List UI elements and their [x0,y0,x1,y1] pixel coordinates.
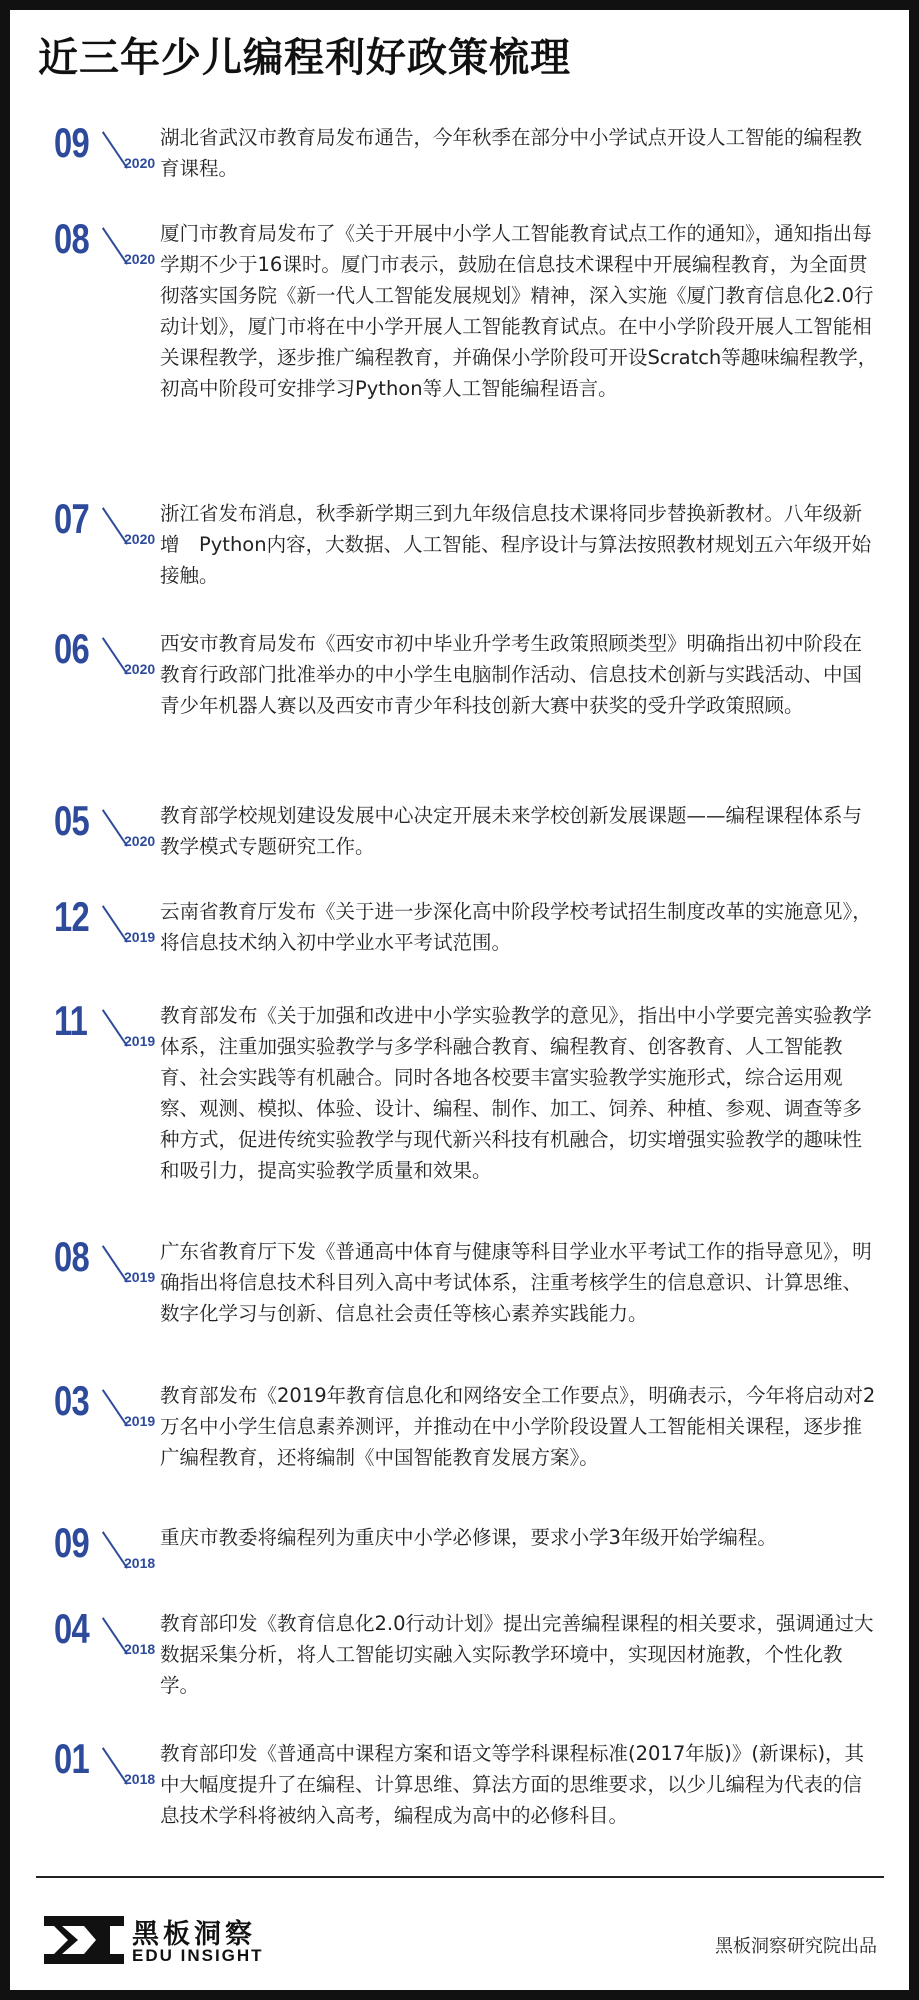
entry-text: 教育部发布《关于加强和改进中小学实验教学的意见》，指出中小学要完善实验教学体系，注重加强实验教学与多学科融合教育、编程教育、创客教育、人工智能教育、社会实践等有机融合。同时各地各校要丰富实验教学实施形式，综合运用观察、观测、模拟、体验、设计、编程、制作、加工、饲养、种植、参观、调查等多种方式，促进传统实验教学与现代新兴科技有机融合，切实增强实验教学的趣味性和吸引力，提高实验教学质量和效果。 [160,1004,872,1182]
footer-divider [36,1876,884,1878]
entry-month: 11 [54,997,88,1044]
entry-date [54,997,164,1060]
entry-text: 教育部学校规划建设发展中心决定开展未来学校创新发展课题——编程课程体系与教学模式专题研究工作。 [160,804,863,858]
entry-year: 2018 [124,1555,156,1571]
entry-year: 2018 [124,1771,156,1787]
entry-text: 广东省教育厅下发《普通高中体育与健康等科目学业水平考试工作的指导意见》，明确指出将信息技术科目列入高中考试体系，注重考核学生的信息意识、计算思维、数字化学习与创新、信息社会责任等核心素养实践能力。 [160,1240,872,1325]
page-title: 近三年少儿编程利好政策梳理 [38,35,571,81]
entry-year: 2019 [124,1413,156,1429]
entry-year: 2019 [124,1033,156,1049]
entry-text: 湖北省武汉市教育局发布通告，今年秋季在部分中小学试点开设人工智能的编程教育课程。 [160,126,863,180]
entry-year: 2020 [124,251,156,267]
entry-month: 06 [54,625,89,672]
entry-text: 厦门市教育局发布了《关于开展中小学人工智能教育试点工作的通知》，通知指出每学期不少于16课时。厦门市表示，鼓励在信息技术课程中开展编程教育，为全面贯彻落实国务院《新一代人工智能发展规划》精神，深入实施《厦门教育信息化2.0行动计划》，厦门市将在中小学开展人工智能教育试点。在中小学阶段开展人工智能相关课程教学，逐步推广编程教育，并确保小学阶段可开设Scratch等趣味编程教学，初高中阶段可安排学习Python等人工智能编程语言。 [160,222,878,400]
entry-year: 2020 [124,661,156,677]
entry-text: 西安市教育局发布《西安市初中毕业升学考生政策照顾类型》明确指出初中阶段在教育行政部门批准举办的中小学生电脑制作活动、信息技术创新与实践活动、中国青少年机器人赛以及西安市青少年科技创新大赛中获奖的受升学政策照顾。 [160,632,863,717]
entry-month: 08 [54,215,89,262]
entry-year: 2020 [124,833,156,849]
policy-timeline-card [10,10,909,1990]
entry-date [54,1233,164,1296]
entry-year: 2020 [124,155,156,171]
entry-date [54,1735,164,1798]
entry-month: 07 [54,495,89,542]
publisher-credit: 黑板洞察研究院出品 [715,1936,877,1957]
entry-date [54,1377,164,1440]
entry-month: 03 [54,1377,89,1424]
entry-month: 01 [54,1735,89,1782]
entry-month: 09 [54,1519,89,1566]
entry-text: 浙江省发布消息，秋季新学期三到九年级信息技术课将同步替换新教材。八年级新增 Python内容，大数据、人工智能、程序设计与算法按照教材规划五六年级开始接触。 [160,502,872,587]
entry-year: 2020 [124,531,156,547]
entry-text: 云南省教育厅发布《关于进一步深化高中阶段学校考试招生制度改革的实施意见》，将信息技术纳入初中学业水平考试范围。 [160,900,872,954]
entry-date [54,1519,164,1582]
logo-mark-icon [44,1916,124,1964]
logo-text-cn: 黑板洞察 [132,1919,256,1950]
entry-date [54,119,164,182]
entry-month: 04 [54,1605,89,1652]
entry-month: 08 [54,1233,89,1280]
entry-text: 教育部发布《2019年教育信息化和网络安全工作要点》，明确表示，今年将启动对2万名中小学生信息素养测评，并推动在中小学阶段设置人工智能相关课程，逐步推广编程教育，还将编制《中国智能教育发展方案》。 [160,1384,876,1469]
entry-year: 2019 [124,929,156,945]
entry-date [54,797,164,860]
entry-date [54,495,164,558]
entry-date [54,625,164,688]
edu-insight-logo [38,1910,338,1970]
entry-date [54,215,164,278]
entry-text: 重庆市教委将编程列为重庆中小学必修课，要求小学3年级开始学编程。 [160,1526,777,1549]
entry-month: 05 [54,797,89,844]
entry-month: 12 [54,893,89,940]
entry-date [54,1605,164,1668]
entry-year: 2019 [124,1269,156,1285]
entry-year: 2018 [124,1641,156,1657]
entry-date [54,893,164,956]
logo-text-en: EDU INSIGHT [132,1946,264,1965]
entry-text: 教育部印发《教育信息化2.0行动计划》提出完善编程课程的相关要求，强调通过大数据采集分析，将人工智能切实融入实际教学环境中，实现因材施教，个性化教学。 [160,1612,874,1697]
entry-month: 09 [54,119,89,166]
entry-text: 教育部印发《普通高中课程方案和语文等学科课程标准(2017年版)》(新课标)，其中大幅度提升了在编程、计算思维、算法方面的思维要求，以少儿编程为代表的信息技术学科将被纳入高考，编程成为高中的必修科目。 [160,1742,865,1827]
